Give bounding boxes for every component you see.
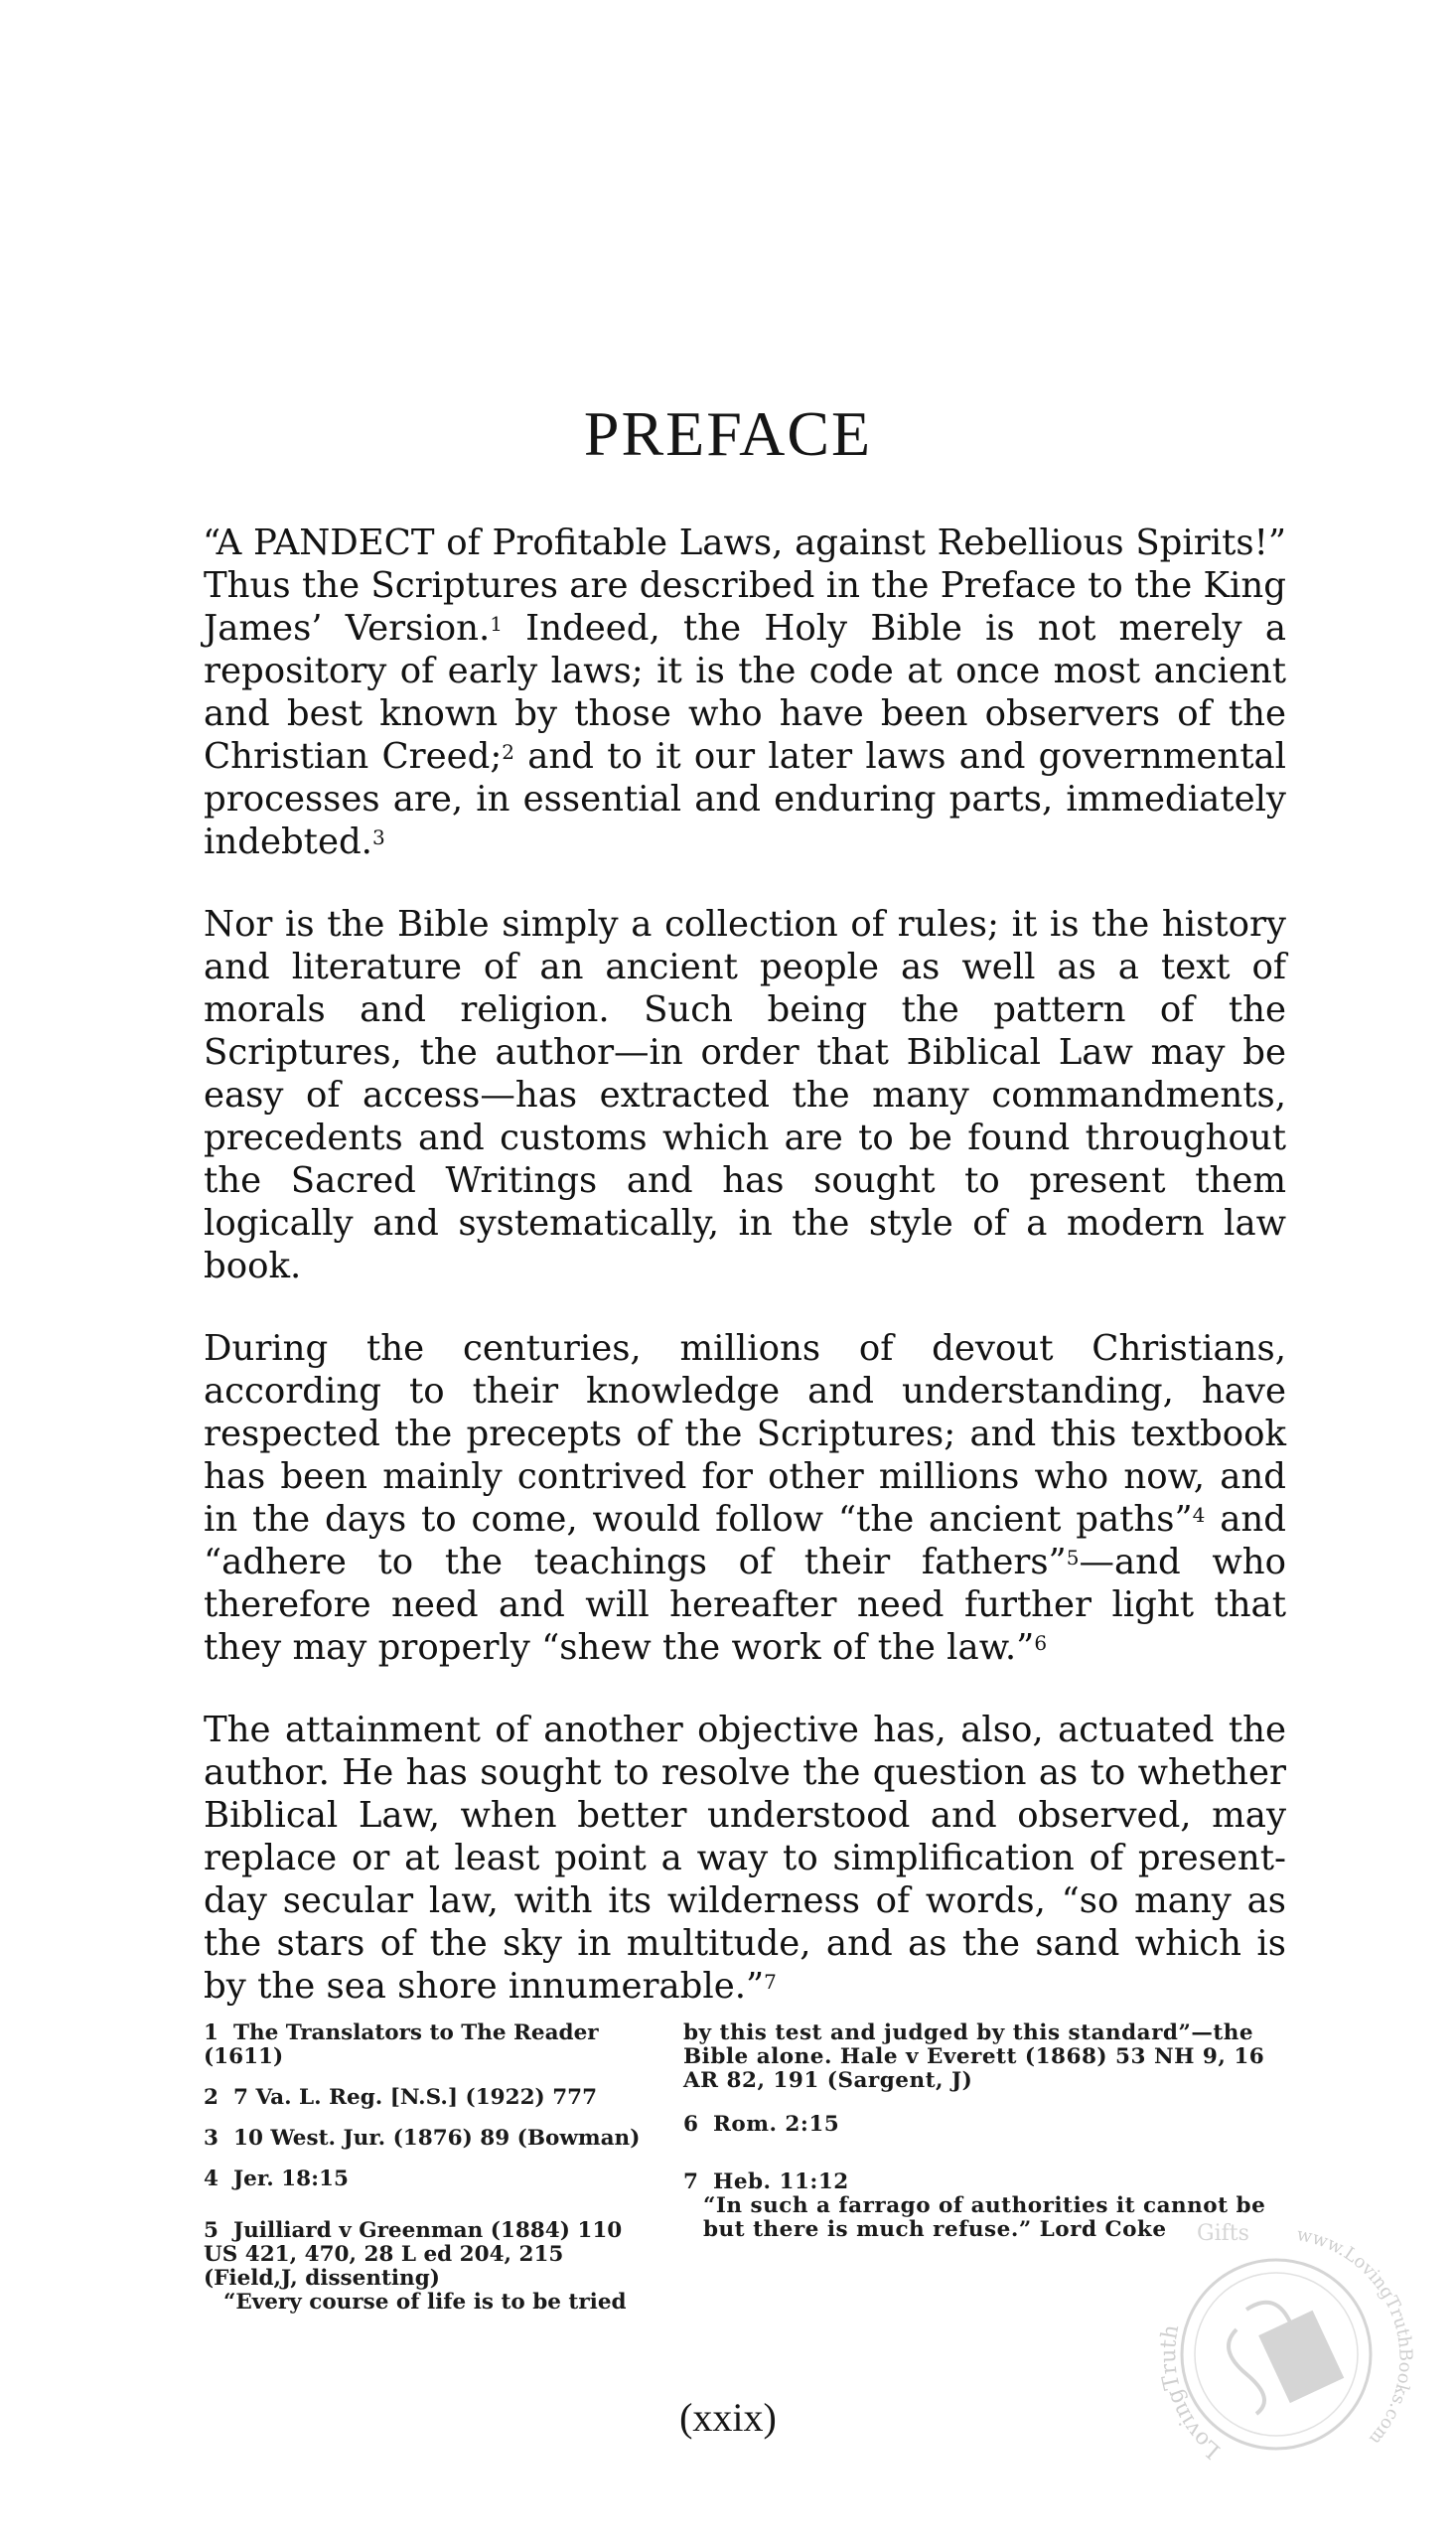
watermark-text-left: LovingTruth [1156, 2322, 1226, 2464]
paragraph-text-segment: —and who therefore need and will hereafter need further light that they may properly “shew the work of the law.” [204, 1542, 1286, 1668]
footnote-reference-marker: 4 [1192, 1503, 1206, 1527]
footnote-1: 1 The Translators to The Reader (1611) [204, 2020, 599, 2069]
paragraph-text-segment: Nor is the Bible simply a collection of rules; it is the history and literature of an ancient people as well as a text of morals and religion. Such being the pattern of the Scriptures, the author—in order that Biblical Law may be easy of access—has extracted the many commandments, precedents and customs which are to be found throughout the Sacred Writings and has sought to present them logically and systematically, in the style of a modern law book. [204, 904, 1286, 1286]
paragraph-text-segment: During the centuries, millions of devout Christians, according to their knowledge and understanding, have respected the precepts of the Scriptures; and this textbook has been mainly contrived for other millions who now, and in the days to come, would follow “the ancient paths” [204, 1328, 1286, 1540]
paragraph-text-segment: and “adhere to the teachings of their fathers” [204, 1499, 1286, 1582]
paragraph-text-segment: and to it our later laws and governmental processes are, in essential and enduring parts, immediately indebted. [204, 736, 1286, 862]
preface-body [204, 522, 1286, 2047]
footnote-reference-marker: 5 [1066, 1546, 1080, 1570]
footnote-reference-marker: 2 [502, 740, 515, 764]
paragraph-2 [204, 903, 1286, 1287]
watermark-text-right: www.LovingTruthBooks.com [1294, 2224, 1416, 2450]
footnote-4: 4 Jer. 18:15 [204, 2167, 349, 2191]
footnote-reference-marker: 1 [490, 612, 503, 636]
footnote-5-quote: “Every course of life is to be tried [223, 2290, 627, 2315]
footnote-reference-marker: 3 [371, 825, 385, 849]
footnote-6: 6 Rom. 2:15 [683, 2112, 840, 2137]
page-number: (xxix) [679, 2395, 777, 2440]
footnote-reference-marker: 6 [1034, 1631, 1048, 1655]
footnote-3: 3 10 West. Jur. (1876) 89 (Bowman) [204, 2126, 641, 2151]
paragraph-text-segment: The attainment of another objective has, also, actuated the author. He has sought to resolve the question as to whether Biblical Law, when better understood and observed, may replace or at least point a way to simplification of present-day secular law, with its wilderness of words, “so many as the stars of the sky in multitude, and as the sand which is by the sea shore innumerable.” [204, 1710, 1286, 2007]
footnote-7-quote: “In such a farrago of authorities it cannot be but there is much refuse.” Lord Coke [703, 2193, 1266, 2242]
footnote-7: 7 Heb. 11:12 “In such a farrago of authorities it cannot be but there is much refuse.” Lord Coke [683, 2170, 1304, 2242]
footnote-2: 2 7 Va. L. Reg. [N.S.] (1922) 777 [204, 2085, 598, 2110]
watermark-gifts-text: Gifts [1197, 2221, 1249, 2246]
footnote-5: 5 Juilliard v Greenman (1884) 110 US 421, 470, 28 L ed 204, 215 (Field,J, dissenting) “Every course of life is to be tried [204, 2219, 660, 2315]
paragraph-1 [204, 522, 1286, 863]
paragraph-text-segment: “A PANDECT of Profitable Laws, against Rebellious Spirits!” Thus the Scriptures are described in the Preface to the King James’ Version. [203, 523, 1286, 649]
footnote-reference-marker: 7 [764, 1970, 777, 1994]
page-title: PREFACE [583, 398, 873, 469]
paragraph-4 [204, 1709, 1286, 2008]
lovingtruth-watermark-seal [1127, 2200, 1425, 2498]
footnotes-left-column [204, 2021, 660, 2331]
footnote-5-continued: by this test and judged by this standard”—the Bible alone. Hale v Everett (1868) 53 NH 9, 16 AR 82, 191 (Sargent, J) [683, 2020, 1265, 2093]
paragraph-3 [204, 1327, 1286, 1669]
paragraph-text-segment: Indeed, the Holy Bible is not merely a repository of early laws; it is the code at once most ancient and best known by those who have been observers of the Christian Creed; [204, 608, 1286, 777]
